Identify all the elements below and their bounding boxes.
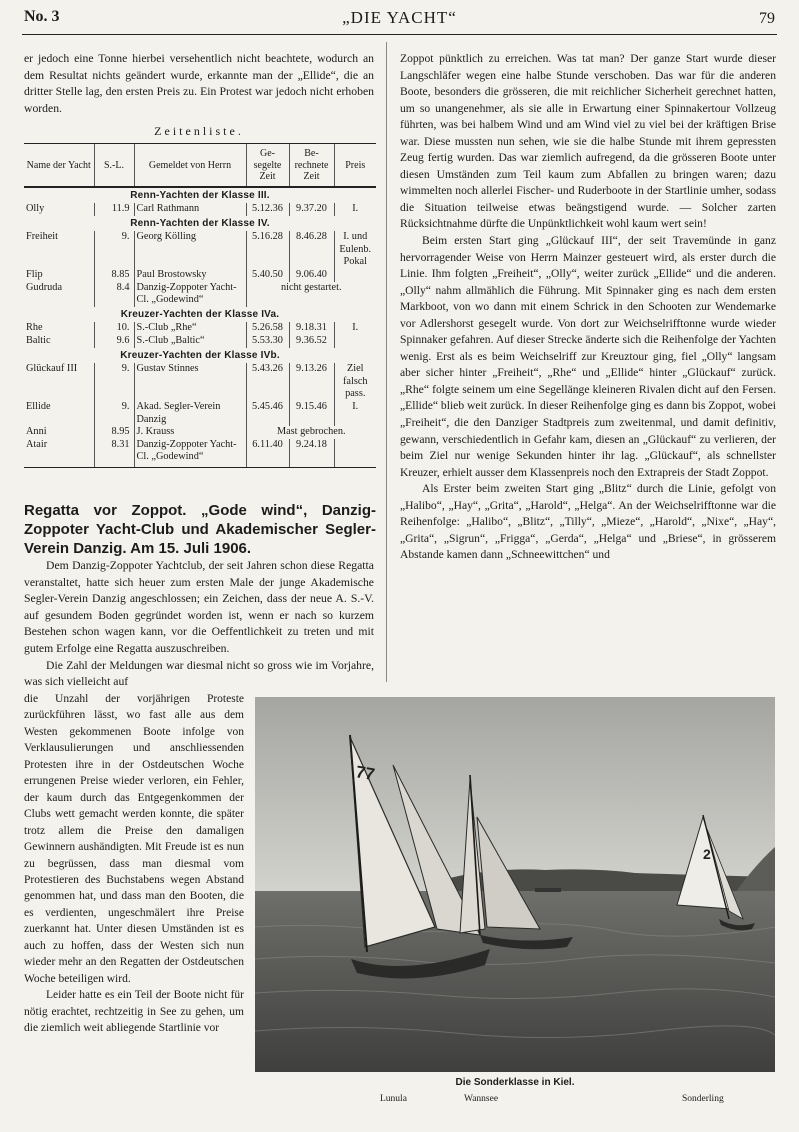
cell-sl: 9.	[94, 231, 134, 269]
boat-label: Lunula	[380, 1094, 407, 1104]
sail-number: 77	[354, 762, 377, 785]
article-paragraph: Beim ersten Start ging „Glückauf III“, der seit Travemünde in ganz hervorragender Weise von Herrn Mainzer gesteuert wird, als erster durch die Linie. Ihm folgten „Freiheit“, „Olly“, weiter zurück „Ellide“ und die anderen. „Olly“ nahm allmählich die Führung. Mit Spinnaker ging es nach dem ersten Markboot, von wo dann mit einem Schrick in den Schooten zur Wendemarke vor Adlershorst gesegelt wurde. Von dort zur Weichselrifftonne wurde wieder Spinnaker gefahren. Auf dieser Strecke änderte sich die Reihenfolge der Yachten wenig. Erst als es beim Weichselriff zur Kreuztour ging, fiel „Olly“ langsam aber sicher hinter „Freiheit“, „Rhe“ und „Ellide“ hinter „Glückauf“ zurück. „Rhe“ folgte seinem um eine Segellänge kleineren Rivalen dicht auf den Fersen. „Ellide“ blieb weit zurück. In dieser Reihenfolge ging es dann bis Zoppot, wobei „Freiheit“, die den Danziger Stadtpreis zum zweitenmal, und damit definitiv, gewann, verschiedentlich in Gefahr kam, diesen an „Glückauf“ zu verlieren, der beim Ziel nur wenige Sekunden hinter ihr lag. „Glückauf“, als schnellster Kreuzer, erhielt ausser dem Klassenpreis noch den Extrapreis der Stadt Zoppot.	[400, 234, 776, 479]
cell-sl: 11.9	[94, 203, 134, 216]
cell-sl: 8.85	[94, 269, 134, 282]
cell-berechnet: 9.13.26	[289, 363, 334, 401]
cell-name: Freiheit	[26, 231, 59, 243]
cell-remark: nicht gestartet.	[246, 282, 376, 307]
cell-sl: 9.6	[94, 335, 134, 348]
cell-berechnet: 9.18.31	[289, 322, 334, 335]
results-table	[24, 143, 376, 468]
cell-berechnet: 9.06.40	[289, 269, 334, 282]
article-right-column	[400, 51, 776, 564]
cell-gesegelt: 5.45.46	[246, 401, 289, 426]
cell-name: Ellide	[26, 401, 51, 412]
cell-remark: Mast gebrochen.	[246, 426, 376, 439]
table-row	[24, 231, 376, 269]
cell-preis: I.	[334, 322, 376, 335]
boat-label: Sonderling	[682, 1094, 724, 1104]
table-title: Zeitenliste.	[154, 124, 244, 138]
cell-preis	[334, 335, 376, 348]
article-paragraph: Zoppot pünktlich zu erreichen. Was tat man? Der ganze Start wurde dieser Langschläfer wegen eine halbe Stunde verschoben. Das war für die anderen Boote, besonders die grösseren, die mit reichlicher Sicherheit gerechnet hatten, um so unangenehmer, als sie alle in Erwartung einer Spinnakertour Vollzeug führten, was bei halbem Wind und am Wind viel zu viel bei der kräftigen Brise war. Diese mussten nun sehen, wie sie die halbe Stunde mit ihrem gepressten Zeug fertig wurden. Das war ziemlich aufregend, da die grösseren Boote unter diesen Umständen zum Teil kaum zum Abfallen zu bringen waren; dazu wimmelten noch allerlei Fischer- und Ruderboote in der Startlinie umher, sodass die Situation teilweise etwas beängstigend wurde. — Solcher zarten Rücksichtnahme dürfte die Unpünktlichkeit wohl kaum wert sein!	[400, 52, 776, 231]
cell-gemeldet: Akad. Segler-Verein Danzig	[134, 401, 246, 426]
issue-number: No. 3	[24, 8, 60, 25]
table-row	[24, 439, 376, 468]
cell-name: Baltic	[26, 335, 51, 347]
cell-gesegelt: 5.16.28	[246, 231, 289, 269]
photo-caption: Die Sonderklasse in Kiel.	[455, 1077, 575, 1088]
table-row	[24, 269, 376, 282]
cell-gemeldet: S.-Club „Baltic“	[134, 335, 246, 348]
cell-sl: 8.31	[94, 439, 134, 468]
col-berechnete: Be-rechnete Zeit	[289, 144, 334, 187]
article-heading: Regatta vor Zoppot. „Gode wind“, Danzig-Zoppoter Yacht-Club und Akademischer Segler-Verein Danzig. Am 15. Juli 1906.	[24, 502, 376, 557]
article-paragraph: Die Zahl der Meldungen war diesmal nicht so gross wie im Vorjahre, was sich vielleicht auf	[24, 658, 374, 689]
col-name: Name der Yacht	[24, 144, 94, 187]
cell-gemeldet: S.-Club „Rhe“	[134, 322, 246, 335]
cell-name: Flip	[26, 269, 43, 281]
table-row	[24, 426, 376, 439]
intro-paragraph: er jedoch eine Tonne hierbei versehentlich nicht beachtete, wodurch an dem Resultat nichts geändert wurde, erkannte man der „Ellide“, die an dritter Stelle lag, den ersten Preis zu. Ein Protest war jedoch nicht erhoben worden.	[24, 52, 374, 115]
cell-sl: 8.4	[94, 282, 134, 307]
cell-gemeldet: Georg Kölling	[134, 231, 246, 269]
cell-berechnet: 9.24.18	[289, 439, 334, 468]
page-header	[24, 6, 775, 32]
class-heading: Kreuzer-Yachten der Klasse IVb.	[120, 349, 280, 361]
sailing-photo	[255, 697, 775, 1072]
cell-sl: 9.	[94, 401, 134, 426]
header-rule	[22, 34, 777, 35]
cell-gesegelt: 5.40.50	[246, 269, 289, 282]
col-gesegelte: Ge-segelte Zeit	[246, 144, 289, 187]
magazine-title: „DIE YACHT“	[342, 8, 457, 27]
table-row	[24, 401, 376, 426]
table-row	[24, 282, 376, 307]
col-gemeldet: Gemeldet von Herrn	[134, 144, 246, 187]
table-row	[24, 322, 376, 335]
cell-preis	[334, 439, 376, 468]
cell-sl: 9.	[94, 363, 134, 401]
class-heading: Renn-Yachten der Klasse III.	[130, 189, 270, 201]
cell-berechnet: 9.36.52	[289, 335, 334, 348]
article-narrow-text	[24, 691, 244, 1037]
cell-gemeldet: Paul Brostowsky	[134, 269, 246, 282]
class-heading: Renn-Yachten der Klasse IV.	[130, 217, 270, 229]
boat-label: Wannsee	[464, 1094, 499, 1104]
table-header-row	[24, 144, 376, 187]
article-left-text	[24, 558, 374, 691]
col-preis: Preis	[334, 144, 376, 187]
class-heading: Kreuzer-Yachten der Klasse IVa.	[120, 308, 280, 320]
cell-gesegelt: 5.43.26	[246, 363, 289, 401]
cell-gesegelt: 5.53.30	[246, 335, 289, 348]
col-sl: S.-L.	[94, 144, 134, 187]
page-number: 79	[759, 10, 775, 27]
cell-name: Glückauf III	[26, 363, 78, 375]
column-divider	[386, 42, 387, 682]
cell-gemeldet: J. Krauss	[134, 426, 246, 439]
cell-name: Gudruda	[26, 281, 63, 293]
cell-gemeldet: Danzig-Zoppoter Yacht-Cl. „Godewind“	[134, 282, 246, 307]
cell-preis: I.	[334, 203, 376, 216]
cell-gemeldet: Danzig-Zoppoter Yacht-Cl. „Godewind“	[134, 439, 246, 468]
cell-preis	[334, 269, 376, 282]
article-paragraph: Als Erster beim zweiten Start ging „Blitz“ durch die Linie, gefolgt von „Halibo“, „Hay“, „Grita“, „Harold“, „Helga“. An der Weichselrifftonne war die Reihenfolge: „Halibo“, „Blitz“, „Tilly“, „Mieze“, „Harold“, „Nixe“, „Hay“, „Grita“, „Sigrun“, „Frigga“, „Gerda“, „Helga“ und „Briese“, in grösserem Abstande kamen dann „Schneewittchen“ und	[400, 482, 776, 562]
cell-berechnet: 9.15.46	[289, 401, 334, 426]
cell-gesegelt: 6.11.40	[246, 439, 289, 468]
cell-preis: Ziel falsch pass.	[334, 363, 376, 401]
cell-berechnet: 8.46.28	[289, 231, 334, 269]
cell-sl: 8.95	[94, 426, 134, 439]
cell-name: Olly	[26, 203, 45, 215]
cell-sl: 10.	[94, 322, 134, 335]
cell-berechnet: 9.37.20	[289, 203, 334, 216]
cell-gemeldet: Carl Rathmann	[134, 203, 246, 216]
cell-preis: I.	[334, 401, 376, 426]
article-paragraph: Dem Danzig-Zoppoter Yachtclub, der seit Jahren schon diese Regatta veranstaltet, hatte sich heuer zum ersten Male der junge Akademische Segler-Verein Danzig angeschlossen; ein Zeichen, dass der neue A. S.-V. auf gesundem Boden gegründet worden ist, wenn er nach so kurzem Bestehen schon wagen kann, vor die Oeffentlichkeit zu treten und mit gutem Erfolge eine Regatta auszuschreiben.	[24, 559, 374, 655]
intro-text	[24, 51, 374, 117]
table-row	[24, 363, 376, 401]
article-paragraph: die Unzahl der vorjährigen Proteste zurückführen lässt, wo fast alle aus dem Westen gekommenen Boote infolge von Verklausulierungen und anschliessenden Protesten ihre in der Ostdeutschen Woche errungenen Preise wieder verloren, ein Fehler, der kaum durch das Entgegenkommen der Clubs wett gemacht werden konnte, die später trotz allem die Preise den damaligen Gewinnern aushändigten. Mit Freude ist es nun zu begrüssen, dass man diesmal vom Protestieren des Buchstabens wegen Abstand genommen hat, und dass man den Booten, die es verdienten, ungeschmälert ihre Preise zuerkannt hat. Unter diesen Umständen ist es auch zu hoffen, dass der Westen sich nun wieder mehr an den Regatten der Ostdeutschen Woche beteiligen wird.	[24, 693, 244, 985]
cell-name: Atair	[24, 439, 94, 468]
cell-gesegelt: 5.26.58	[246, 322, 289, 335]
table-row	[24, 203, 376, 216]
table-row	[24, 335, 376, 348]
sail-number: 2	[703, 846, 711, 862]
article-paragraph: Leider hatte es ein Teil der Boote nicht für nötig erachtet, rechtzeitig in See zu gehen, um die ziemlich weit abliegende Startlinie vor	[24, 989, 244, 1035]
cell-gesegelt: 5.12.36	[246, 203, 289, 216]
cell-preis: I. und Eulenb. Pokal	[334, 231, 376, 269]
cell-name: Rhe	[26, 322, 43, 334]
cell-gemeldet: Gustav Stinnes	[134, 363, 246, 401]
cell-name: Anni	[26, 426, 47, 438]
